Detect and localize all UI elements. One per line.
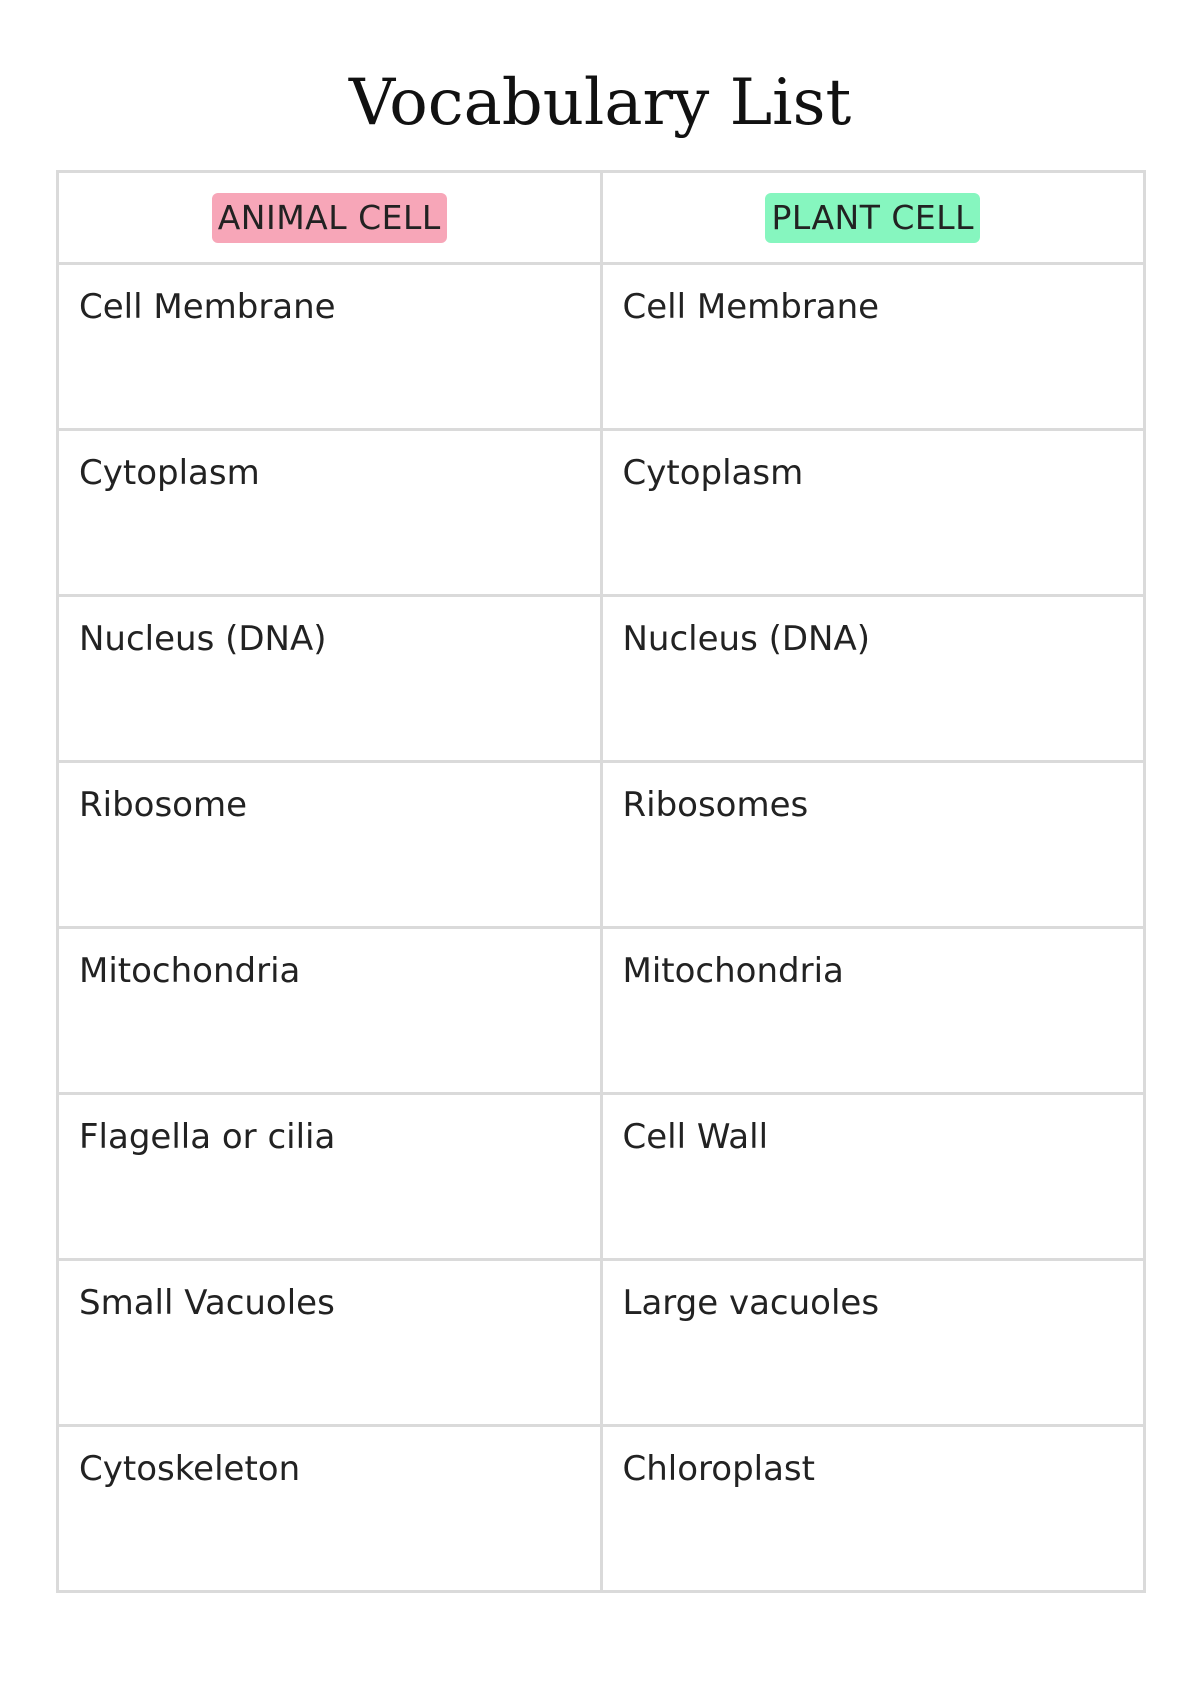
animal-cell-term-cell (58, 430, 602, 596)
animal-cell-term-cell (58, 1260, 602, 1426)
animal-cell-term-cell (58, 596, 602, 762)
plant-cell-term-cell (601, 928, 1145, 1094)
plant-cell-term-cell (601, 264, 1145, 430)
plant-cell-term-cell (601, 596, 1145, 762)
plant-term: Chloroplast (622, 1449, 815, 1489)
plant-term: Cell Membrane (622, 287, 880, 327)
plant-term: Large vacuoles (622, 1283, 880, 1323)
animal-term: Cell Membrane (79, 287, 336, 327)
animal-term: Mitochondria (79, 951, 301, 991)
animal-term: Flagella or cilia (79, 1117, 336, 1157)
plant-cell-term-cell (601, 1094, 1145, 1260)
column-header-plant (601, 172, 1145, 264)
animal-term: Cytoskeleton (79, 1449, 301, 1489)
table-row (58, 762, 1145, 928)
vocabulary-table (56, 170, 1146, 1593)
plant-term: Cytoplasm (622, 453, 804, 493)
animal-term: Cytoplasm (79, 453, 260, 493)
table-row (58, 1426, 1145, 1592)
animal-cell-term-cell (58, 762, 602, 928)
animal-cell-term-cell (58, 1426, 602, 1592)
plant-cell-term-cell (601, 1426, 1145, 1592)
animal-term: Nucleus (DNA) (79, 619, 327, 659)
plant-term: Nucleus (DNA) (622, 619, 871, 659)
plant-cell-term-cell (601, 762, 1145, 928)
plant-term: Mitochondria (622, 951, 844, 991)
plant-cell-term-cell (601, 1260, 1145, 1426)
plant-term: Cell Wall (622, 1117, 769, 1157)
animal-term: Small Vacuoles (79, 1283, 335, 1323)
table-header-row (58, 172, 1145, 264)
animal-cell-badge: ANIMAL CELL (212, 193, 447, 243)
plant-cell-badge: PLANT CELL (765, 193, 980, 243)
table-row (58, 1260, 1145, 1426)
table-row (58, 596, 1145, 762)
plant-term: Ribosomes (622, 785, 809, 825)
animal-cell-term-cell (58, 264, 602, 430)
page-title: Vocabulary List (348, 66, 852, 140)
table-row (58, 1094, 1145, 1260)
table-row (58, 264, 1145, 430)
animal-cell-term-cell (58, 1094, 602, 1260)
column-header-animal (58, 172, 602, 264)
plant-cell-term-cell (601, 430, 1145, 596)
table-row (58, 430, 1145, 596)
animal-cell-term-cell (58, 928, 602, 1094)
table-row (58, 928, 1145, 1094)
animal-term: Ribosome (79, 785, 248, 825)
